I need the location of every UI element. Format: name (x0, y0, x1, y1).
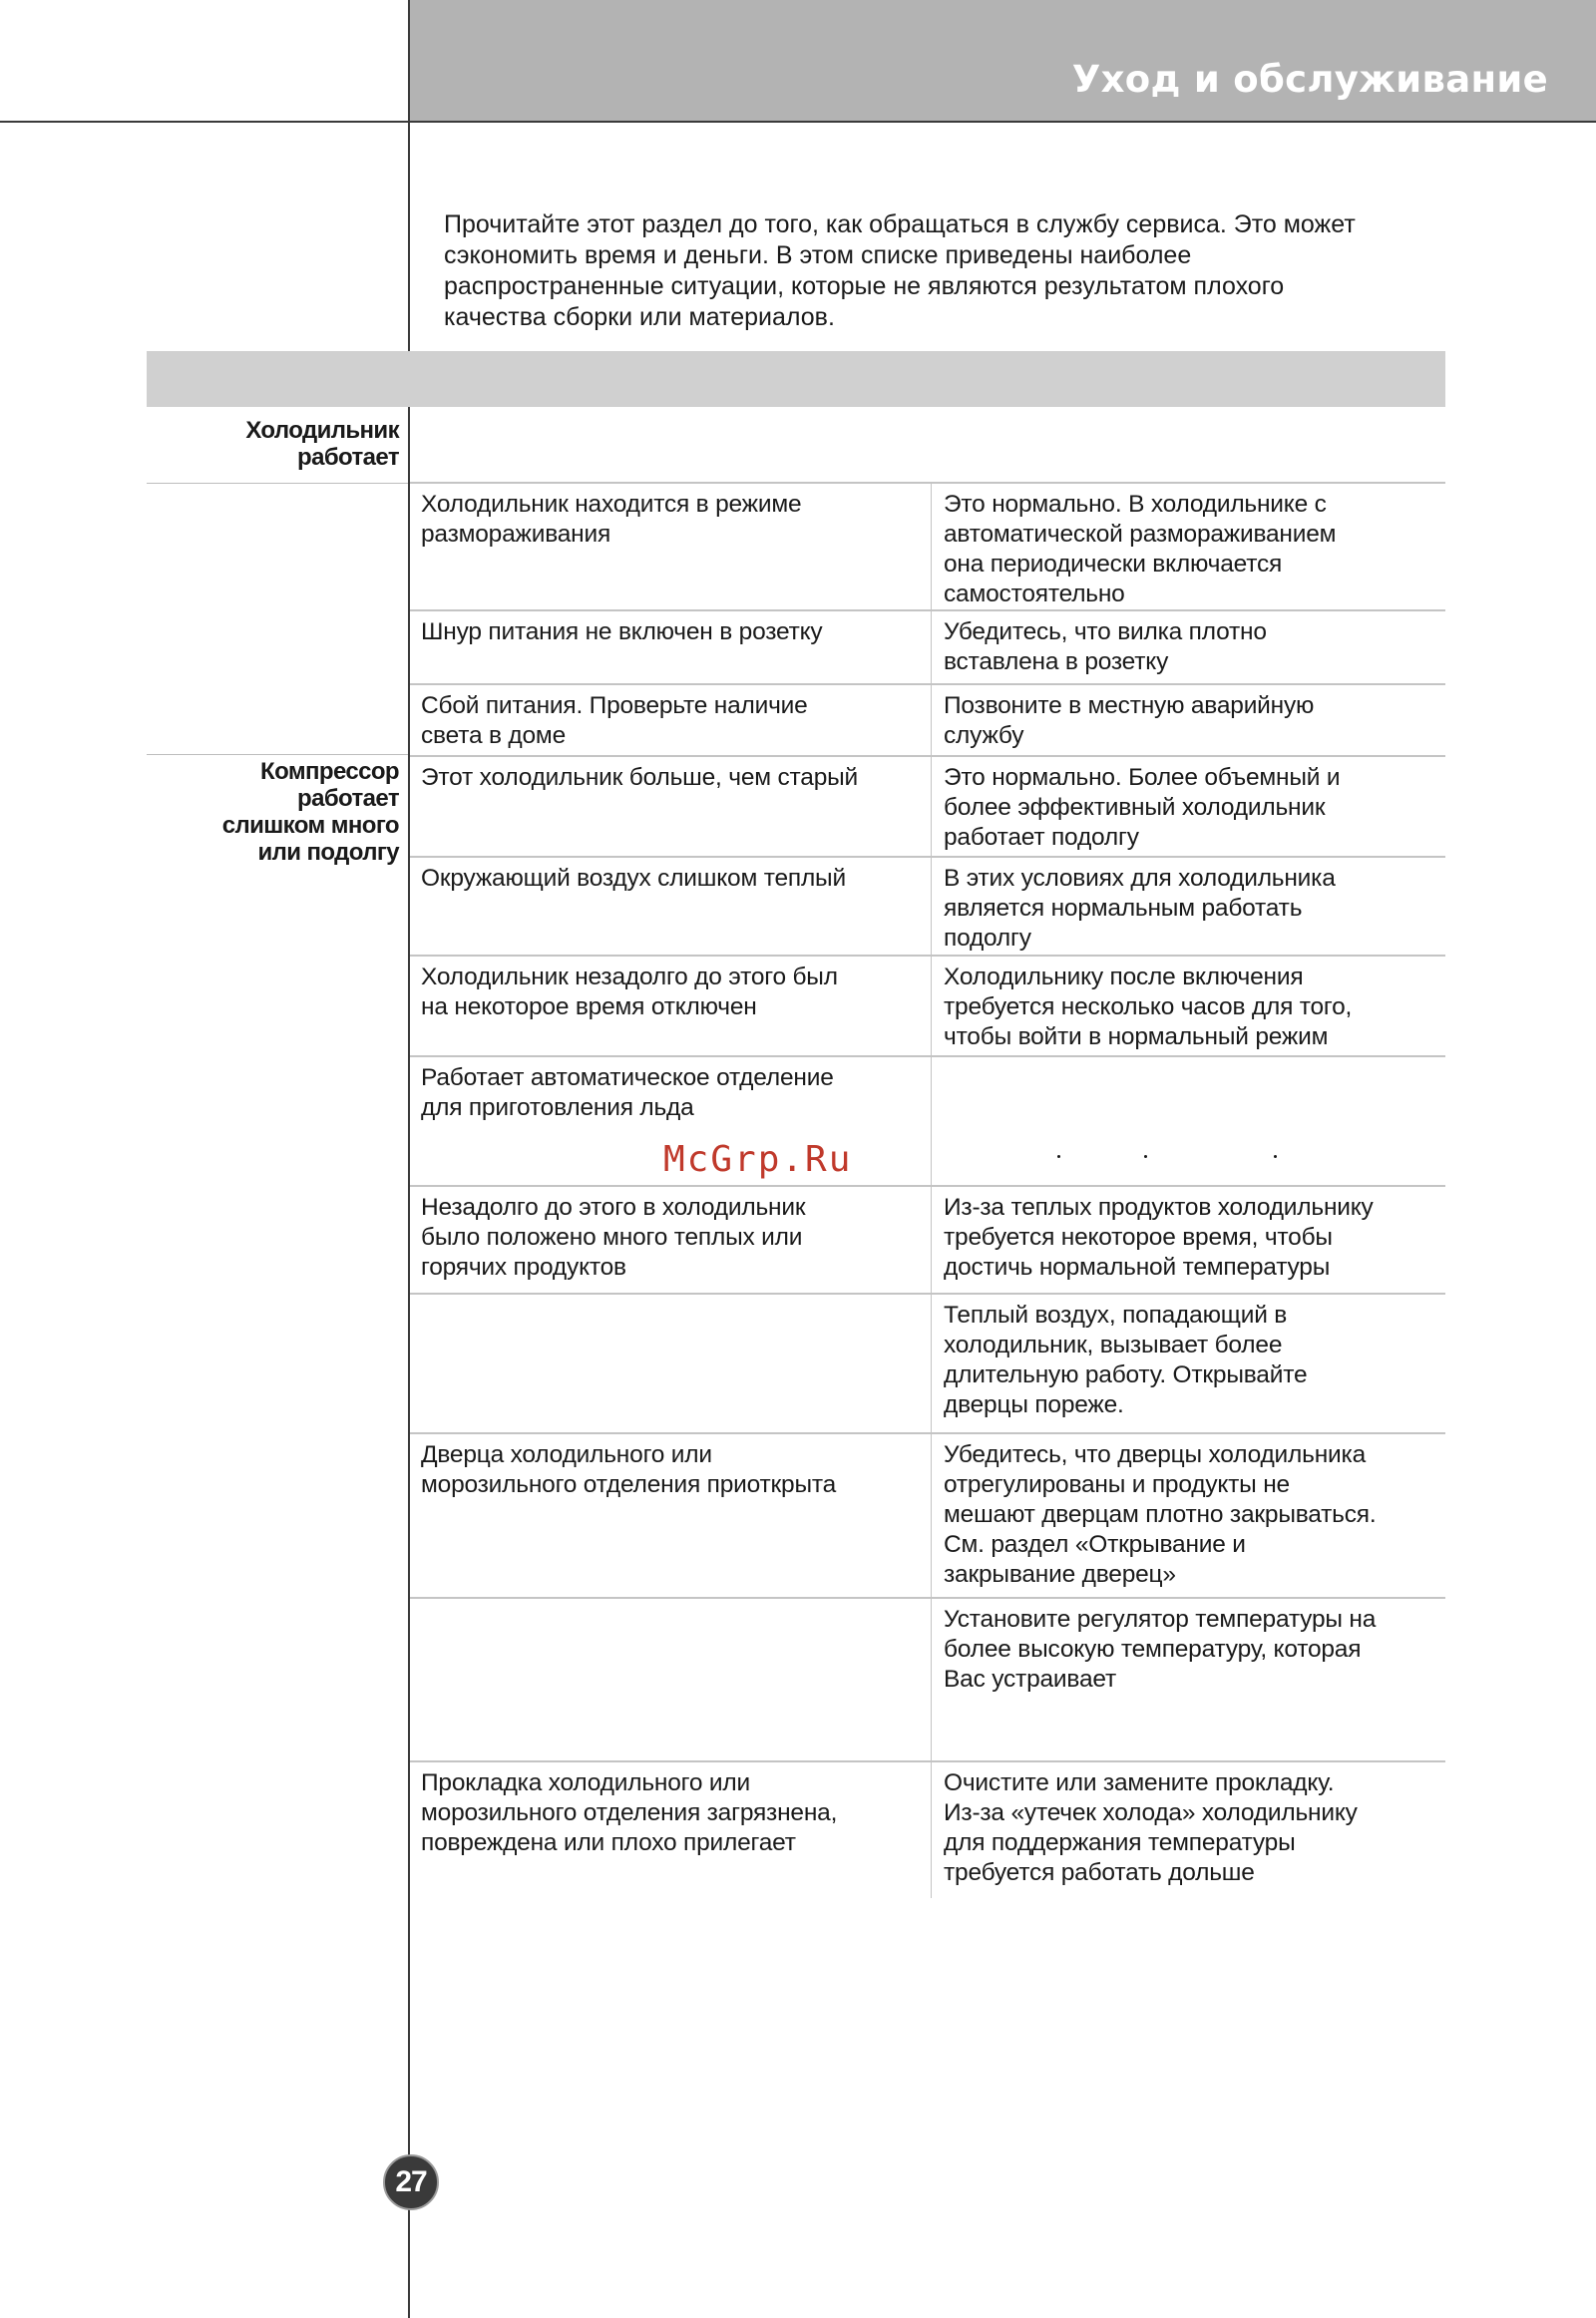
cause-cell: Незадолго до этого в холодильник было положено много теплых или горячих продуктов (421, 1194, 806, 1281)
cause-cell: Холодильник находится в режиме размораживания (421, 491, 802, 548)
stray-dot (1144, 1155, 1147, 1158)
solution-cell: В этих условиях для холодильника является нормальным работать подолгу (944, 865, 1336, 952)
solution-cell: Очистите или замените прокладку. Из-за «утечек холода» холодильнику для поддержания температуры требуется работать дольше (944, 1769, 1358, 1886)
table-row (410, 955, 1445, 1055)
cause-cell: Прокладка холодильного или морозильного отделения загрязнена, повреждена или плохо прилегает (421, 1769, 838, 1856)
solution-cell: Убедитесь, что вилка плотно вставлена в розетку (944, 618, 1267, 675)
cause-cell: Этот холодильник больше, чем старый (421, 764, 859, 791)
section-divider (147, 754, 408, 755)
header-rule (0, 121, 1596, 123)
solution-cell: Убедитесь, что дверцы холодильника отрегулированы и продукты не мешают дверцам плотно закрываться. См. раздел «Открывание и закрывание дверец» (944, 1441, 1377, 1588)
solution-cell: Позвоните в местную аварийную службу (944, 692, 1315, 749)
cause-cell: Сбой питания. Проверьте наличие света в доме (421, 692, 808, 749)
table-row (410, 1597, 1445, 1760)
solution-cell: Установите регулятор температуры на более высокую температуру, которая Вас устраивает (944, 1606, 1377, 1693)
table-row (410, 755, 1445, 856)
table-row (410, 1432, 1445, 1597)
solution-cell: Теплый воздух, попадающий в холодильник, вызывает более длительную работу. Открывайте дверцы пореже. (944, 1302, 1308, 1418)
table-header-band (147, 351, 1445, 407)
page-title: Уход и обслуживание (1071, 58, 1548, 101)
watermark: McGrp.Ru (663, 1139, 853, 1180)
cause-cell: Окружающий воздух слишком теплый (421, 865, 846, 892)
section-divider (147, 483, 408, 484)
intro-paragraph: Прочитайте этот раздел до того, как обращаться в службу сервиса. Это может сэкономить время и деньги. В этом списке приведены наиболее распространенные ситуации, которые не являются результатом плохого качества сборки или материалов. (444, 210, 1356, 331)
header-band (410, 0, 1596, 121)
section-label-compressor: Компрессор работает слишком много или подолгу (221, 758, 399, 866)
cause-cell: Холодильник незадолго до этого был на некоторое время отключен (421, 964, 838, 1020)
cause-cell: Дверца холодильного или морозильного отделения приоткрыта (421, 1441, 837, 1498)
stray-dot (1057, 1155, 1060, 1158)
cause-cell: Работает автоматическое отделение для приготовления льда (421, 1064, 834, 1121)
page-number: 27 (383, 2154, 439, 2210)
solution-cell: Это нормально. В холодильнике с автоматической размораживанием она периодически включается самостоятельно (944, 491, 1337, 607)
section-label-fridge-works: Холодильник работает (245, 417, 399, 471)
solution-cell: Из-за теплых продуктов холодильнику требуется некоторое время, чтобы достичь нормальной температуры (944, 1194, 1374, 1281)
solution-cell: Это нормально. Более объемный и более эффективный холодильник работает подолгу (944, 764, 1341, 851)
solution-cell: Холодильнику после включения требуется несколько часов для того, чтобы войти в нормальный режим (944, 964, 1353, 1050)
table-row (410, 1293, 1445, 1432)
stray-dot (1274, 1155, 1277, 1158)
cause-cell: Шнур питания не включен в розетку (421, 618, 823, 645)
table-row (410, 482, 1445, 609)
table-row (410, 1055, 1445, 1185)
table-row (410, 856, 1445, 955)
table-row (410, 1185, 1445, 1293)
table-row (410, 683, 1445, 755)
table-row (410, 1760, 1445, 1898)
table-row (410, 609, 1445, 683)
